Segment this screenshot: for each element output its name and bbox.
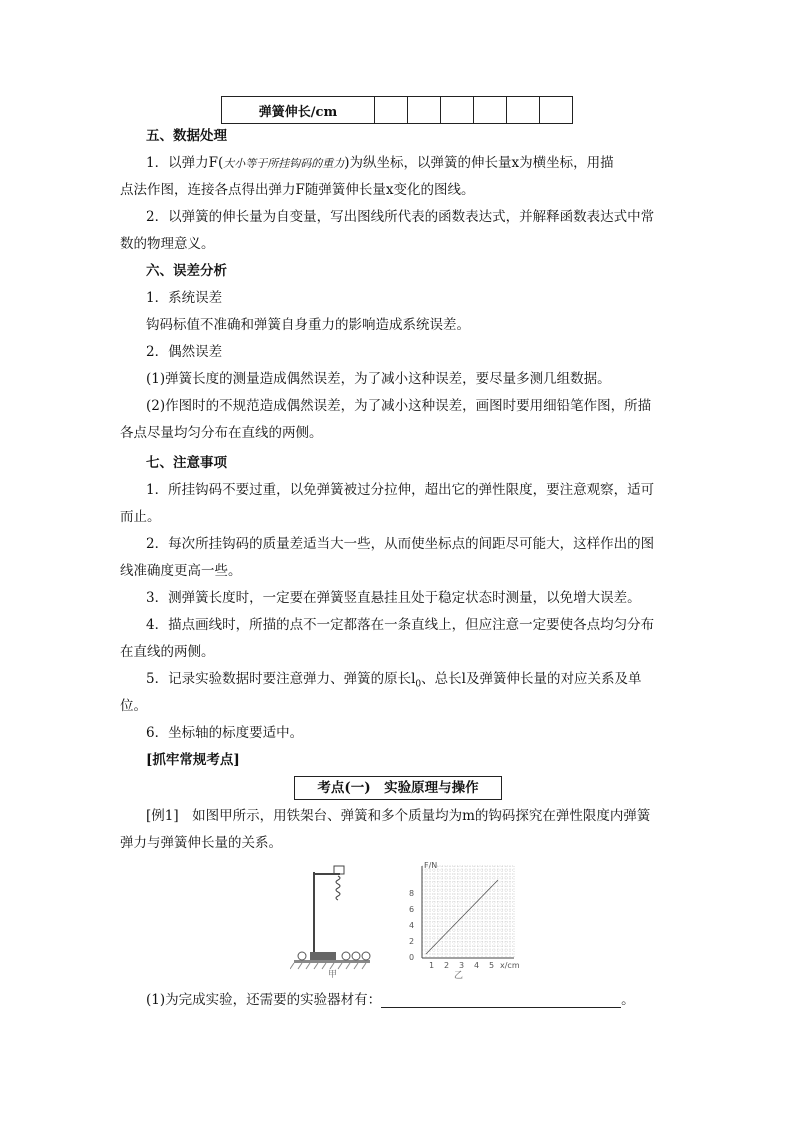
paragraph: (1)弹簧长度的测量造成偶然误差，为了减小这种误差，要尽量多测几组数据。 (146, 371, 611, 387)
topic-box: 考点(一) 实验原理与操作 (294, 776, 502, 800)
key-points-tag: [抓牢常规考点] (146, 752, 240, 768)
weight (352, 952, 360, 960)
paragraph: 数的物理意义。 (120, 236, 215, 252)
section-5-title: 五、数据处理 (146, 128, 227, 144)
paragraph: 4．描点画线时，所描的点不一定都落在一条直线上，但应注意一定要使各点均匀分布 (146, 617, 655, 633)
graph-figure (396, 858, 546, 980)
weight (342, 952, 350, 960)
data-table (221, 96, 573, 124)
example-text: 弹力与弹簧伸长量的关系。 (120, 835, 282, 851)
paragraph: (2)作图时的不规范造成偶然误差，为了减小这种误差，画图时要用细铅笔作图，所描 (146, 398, 652, 414)
y-tick: 8 (409, 889, 415, 898)
x-tick: 4 (474, 961, 480, 970)
figure-b-label: 乙 (454, 971, 464, 980)
example-text: [例1] 如图甲所示，用铁架台、弹簧和多个质量均为m的钩码探究在弹性限度内弹簧 (146, 808, 651, 824)
x-tick: 1 (429, 961, 435, 970)
spring (336, 876, 340, 900)
table-cell (441, 97, 474, 124)
y-tick: 6 (409, 905, 415, 914)
answer-blank[interactable] (381, 993, 621, 1008)
figure-a-label: 甲 (328, 970, 338, 980)
paragraph: 5．记录实验数据时要注意弹力、弹簧的原长$l_0$、总长l及弹簧伸长量的对应关系及单 (146, 671, 642, 690)
paragraph: 3．测弹簧长度时，一定要在弹簧竖直悬挂且处于稳定状态时测量，以免增大误差。 (146, 590, 641, 606)
question-1: (1)为完成实验，还需要的实验器材有： 。 (146, 992, 635, 1008)
paragraph: 而止。 (120, 509, 161, 525)
paragraph: 线准确度更高一些。 (120, 563, 242, 579)
x-axis-label: x/cm (500, 961, 520, 970)
apparatus-figure (290, 862, 380, 980)
table-cell (408, 97, 441, 124)
paragraph: 钩码标值不准确和弹簧自身重力的影响造成系统误差。 (146, 317, 470, 333)
subheading: 2．偶然误差 (146, 344, 223, 360)
weight (362, 952, 370, 960)
weight (298, 952, 306, 960)
table-header-elongation: 弹簧伸长/cm (222, 97, 375, 124)
paragraph: 6．坐标轴的标度要适中。 (146, 725, 304, 741)
paragraph: 1．所挂钩码不要过重，以免弹簧被过分拉伸，超出它的弹性限度，要注意观察，适可 (146, 482, 655, 498)
section-6-title: 六、误差分析 (146, 263, 227, 279)
x-tick: 5 (489, 961, 495, 970)
section-7-title: 七、注意事项 (146, 455, 227, 471)
table-surface (294, 960, 370, 963)
table-cell (507, 97, 540, 124)
paragraph: 各点尽量均匀分布在直线的两侧。 (120, 425, 323, 441)
paragraph: 2．每次所挂钩码的质量差适当大一些，从而使坐标点的间距尽可能大，这样作出的图 (146, 536, 655, 552)
table-cell (375, 97, 408, 124)
x-tick: 2 (444, 961, 450, 970)
stand-base (310, 952, 336, 960)
paragraph: 点法作图，连接各点得出弹力F随弹簧伸长量x变化的图线。 (120, 182, 475, 198)
paragraph: 2．以弹簧的伸长量为自变量，写出图线所代表的函数表达式，并解释函数表达式中常 (146, 209, 655, 225)
y-tick: 4 (409, 921, 415, 930)
x-tick: 3 (459, 961, 465, 970)
table-cell (474, 97, 507, 124)
subheading: 1．系统误差 (146, 290, 223, 306)
y-tick: 0 (409, 953, 415, 962)
paragraph: 在直线的两侧。 (120, 644, 215, 660)
paragraph: 1．以弹力F(大小等于所挂钩码的重力)为纵坐标，以弹簧的伸长量x为横坐标，用描 (146, 155, 614, 171)
y-axis-label: F/N (424, 861, 438, 870)
paragraph: 位。 (120, 698, 147, 714)
y-tick: 2 (409, 937, 415, 946)
table-cell (540, 97, 573, 124)
